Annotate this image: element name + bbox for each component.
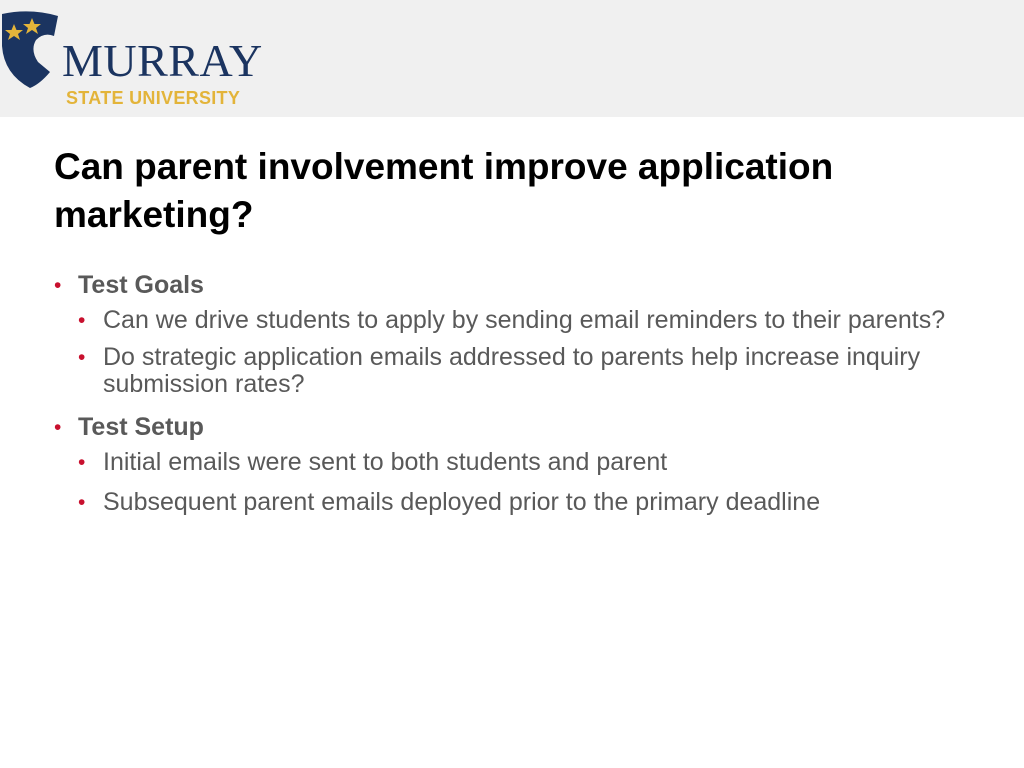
section-heading: Test Setup — [78, 413, 204, 441]
logo-subtitle: STATE UNIVERSITY — [66, 88, 241, 108]
list-item-text: Do strategic application emails addressed to parents help increase inquiry submission rates? — [103, 343, 921, 398]
section-test-setup — [54, 414, 984, 516]
list-item-text: Initial emails were sent to both students and parent — [103, 448, 668, 476]
sub-bullet-list — [78, 307, 984, 398]
logo-wordmark: MURRAY — [62, 35, 263, 86]
bullet-icon: • — [78, 451, 86, 474]
list-item-text: Subsequent parent emails deployed prior to the primary deadline — [103, 488, 821, 516]
list-item — [78, 344, 984, 398]
bullet-list — [54, 272, 984, 532]
sub-bullet-list — [78, 449, 984, 516]
bullet-icon: • — [54, 274, 62, 297]
bullet-icon: • — [78, 309, 86, 332]
bullet-icon: • — [78, 491, 86, 514]
bullet-icon: • — [54, 416, 62, 439]
header-band — [0, 0, 1024, 117]
section-heading: Test Goals — [78, 271, 204, 299]
list-item — [78, 307, 984, 334]
list-item — [78, 489, 984, 516]
university-logo[interactable] — [0, 8, 290, 112]
list-item-text: Can we drive students to apply by sending email reminders to their parents? — [103, 306, 946, 334]
slide-title: Can parent involvement improve application marketing? — [54, 146, 834, 235]
list-item — [78, 449, 984, 476]
section-test-goals — [54, 272, 984, 398]
shield-stars-icon — [0, 10, 62, 90]
bullet-icon: • — [78, 346, 86, 369]
